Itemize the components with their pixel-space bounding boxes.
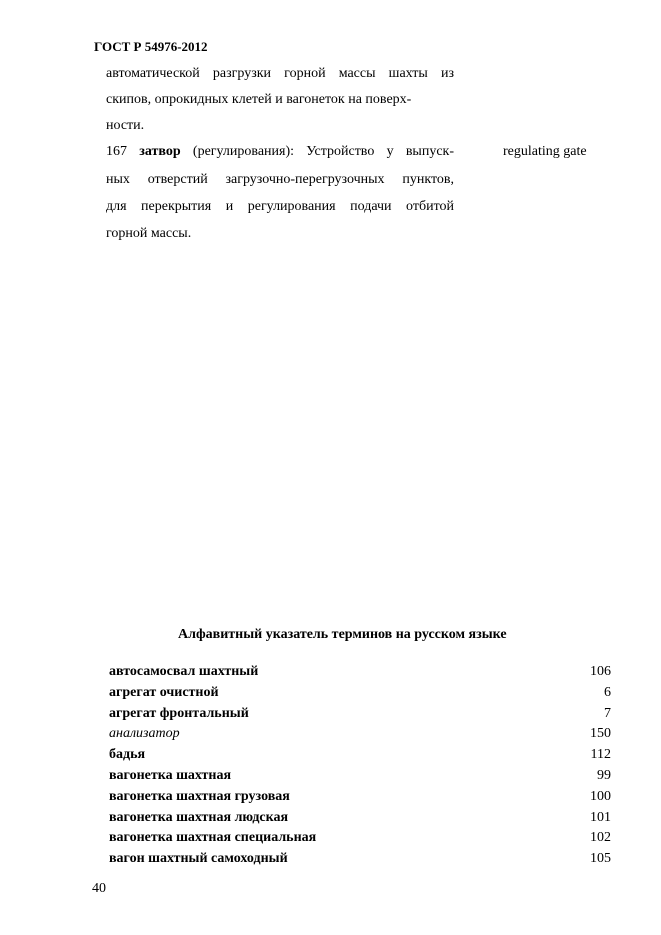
index-number: 6 — [604, 684, 611, 700]
index-term: вагонетка шахтная людская — [109, 809, 289, 825]
index-term: агрегат очистной — [109, 684, 219, 700]
index-number: 106 — [590, 664, 611, 679]
index-term: агрегат фронтальный — [109, 705, 249, 721]
index-number: 101 — [590, 809, 611, 825]
index-number: 112 — [590, 747, 611, 763]
index-row — [109, 726, 611, 746]
index-number: 102 — [590, 830, 611, 846]
index-row — [109, 830, 611, 850]
index-term: анализатор — [109, 726, 180, 742]
entry-term: затвор — [139, 144, 181, 159]
index-term: вагонетка шахтная специальная — [109, 830, 317, 846]
index-number: 150 — [590, 726, 611, 742]
index-term: вагонетка шахтная грузовая — [109, 788, 290, 804]
index-term: бадья — [109, 747, 146, 763]
entry-rest: (регулирования): Устройство у выпуск- — [192, 144, 455, 159]
continuation-line-1: автоматической разгрузки горной массы шахты из — [106, 66, 454, 81]
index-term: автосамосвал шахтный — [109, 664, 259, 679]
index-row — [109, 810, 611, 830]
index-row — [109, 851, 611, 871]
index-row — [109, 664, 611, 684]
index-number: 105 — [590, 851, 611, 867]
continuation-line-3: ности. — [106, 118, 145, 133]
index-number: 100 — [590, 788, 611, 804]
entry-number: 167 — [106, 144, 127, 159]
entry-line-3: для перекрытия и регулирования подачи отбитой — [106, 199, 454, 214]
index-term: вагон шахтный самоходный — [109, 851, 288, 867]
index-row — [109, 706, 611, 726]
index-row — [109, 747, 611, 767]
page-number: 40 — [92, 881, 106, 896]
index-row — [109, 789, 611, 809]
index-number: 7 — [604, 705, 611, 721]
index-title: Алфавитный указатель терминов на русском языке — [178, 627, 507, 642]
continuation-line-2: скипов, опрокидных клетей и вагонеток на поверх- — [106, 92, 412, 107]
index-number: 99 — [597, 768, 611, 783]
document-header: ГОСТ Р 54976-2012 — [94, 39, 208, 54]
entry-first-line — [106, 144, 454, 160]
index-row — [109, 768, 611, 788]
entry-line-4: горной массы. — [106, 226, 192, 241]
entry-line-2: ных отверстий загрузочно-перегрузочных пунктов, — [106, 172, 454, 187]
english-term: regulating gate — [503, 144, 587, 159]
index-row — [109, 685, 611, 705]
index-term: вагонетка шахтная — [109, 768, 232, 783]
